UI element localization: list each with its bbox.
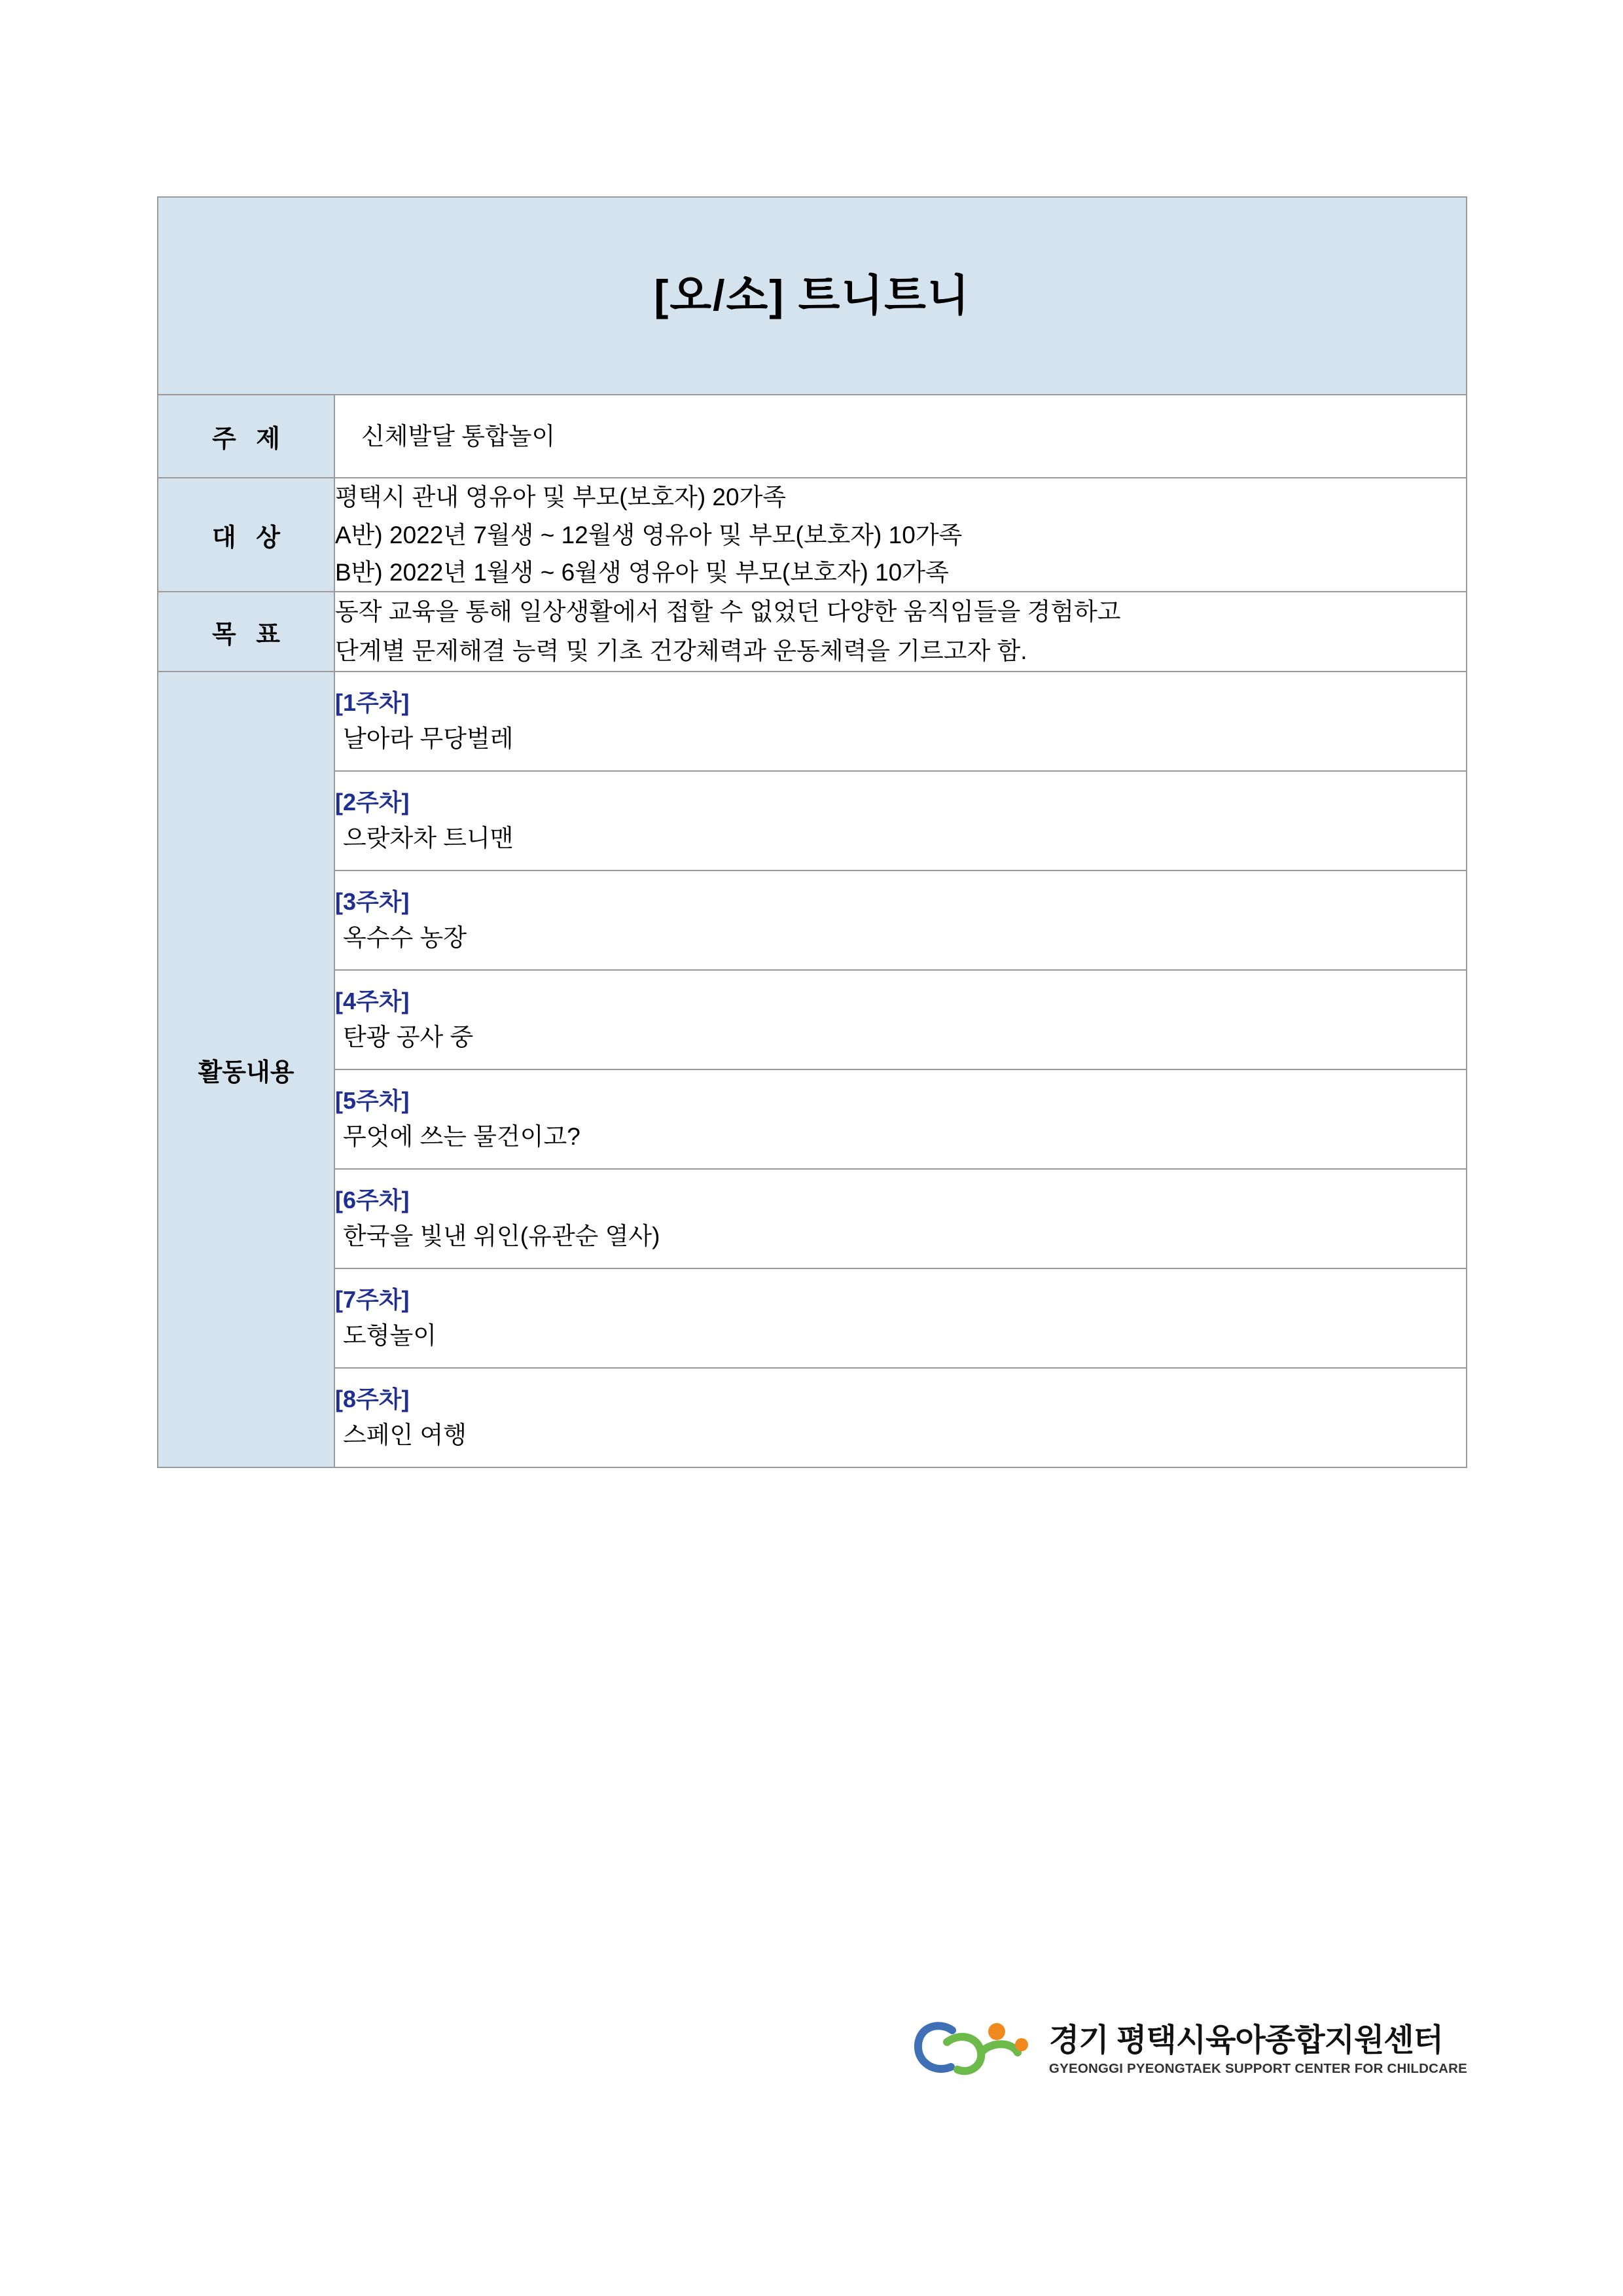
week-tag-4: [4주차] — [335, 988, 410, 1015]
week-tag-6: [6주차] — [335, 1187, 410, 1214]
week-cell-4 — [334, 970, 1467, 1069]
logo-swirl-icon — [913, 2016, 1037, 2085]
row-value-subject: 신체발달 통합놀이 — [334, 395, 1467, 478]
week-title-4: 탄광 공사 중 — [343, 1023, 474, 1050]
table-row-week-3 — [158, 870, 1467, 970]
week-tag-8: [8주차] — [335, 1386, 410, 1413]
week-tag-5: [5주차] — [335, 1087, 410, 1115]
week-cell-2 — [334, 771, 1467, 870]
week-cell-3 — [334, 870, 1467, 970]
table-row-subject — [158, 395, 1467, 478]
logo-text — [1049, 2024, 1467, 2077]
table-row-week-7 — [158, 1268, 1467, 1368]
row-label-goal: 목 표 — [158, 592, 334, 672]
week-title-7: 도형놀이 — [343, 1321, 437, 1349]
row-label-activity: 활동내용 — [158, 672, 334, 1467]
logo-name-kr: 경기 평택시육아종합지원센터 — [1048, 2023, 1444, 2058]
target-line-3: B반) 2022년 1월생 ~ 6월생 영유아 및 부모(보호자) 10가족 — [335, 559, 949, 586]
goal-line-1: 동작 교육을 통해 일상생활에서 접할 수 없었던 다양한 움직임들을 경험하고 — [335, 598, 1121, 626]
page-title: [오/소] 트니트니 — [654, 271, 971, 320]
week-tag-7: [7주차] — [335, 1286, 410, 1314]
row-value-target — [334, 478, 1467, 592]
week-cell-6 — [334, 1169, 1467, 1268]
table-row-week-4 — [158, 970, 1467, 1069]
week-cell-5 — [334, 1069, 1467, 1169]
week-title-6: 한국을 빛낸 위인(유관순 열사) — [343, 1222, 660, 1249]
week-tag-3: [3주차] — [335, 888, 410, 916]
table-row-week-5 — [158, 1069, 1467, 1169]
row-label-target: 대 상 — [158, 478, 334, 592]
logo-name-en: GYEONGGI PYEONGTAEK SUPPORT CENTER FOR CHILDCARE — [1048, 2060, 1467, 2076]
table-row-week-2 — [158, 771, 1467, 870]
goal-line-2: 단계별 문제해결 능력 및 기초 건강체력과 운동체력을 기르고자 함. — [335, 637, 1027, 665]
row-label-subject: 주 제 — [158, 395, 334, 478]
week-tag-2: [2주차] — [335, 789, 410, 816]
organization-logo — [913, 2016, 1467, 2085]
week-cell-7 — [334, 1268, 1467, 1368]
table-row-week-6 — [158, 1169, 1467, 1268]
title-cell — [158, 197, 1467, 395]
table-row-week-8 — [158, 1368, 1467, 1467]
week-title-1: 날아라 무당벌레 — [343, 725, 514, 752]
week-cell-8 — [334, 1368, 1467, 1467]
week-title-3: 옥수수 농장 — [343, 924, 467, 951]
footer — [0, 2016, 1623, 2085]
row-value-goal — [334, 592, 1467, 672]
week-title-5: 무엇에 쓰는 물건이고? — [343, 1122, 580, 1150]
week-title-2: 으랏차차 트니맨 — [343, 824, 514, 852]
week-tag-1: [1주차] — [335, 689, 410, 717]
week-title-8: 스페인 여행 — [343, 1421, 467, 1448]
table-row-title — [158, 197, 1467, 395]
week-cell-1 — [334, 672, 1467, 771]
table-row-target — [158, 478, 1467, 592]
program-plan-table — [157, 196, 1467, 1468]
target-line-1: 평택시 관내 영유아 및 부모(보호자) 20가족 — [335, 484, 787, 511]
table-row-goal — [158, 592, 1467, 672]
table-row-week-1 — [158, 672, 1467, 771]
target-line-2: A반) 2022년 7월생 ~ 12월생 영유아 및 부모(보호자) 10가족 — [335, 521, 963, 548]
